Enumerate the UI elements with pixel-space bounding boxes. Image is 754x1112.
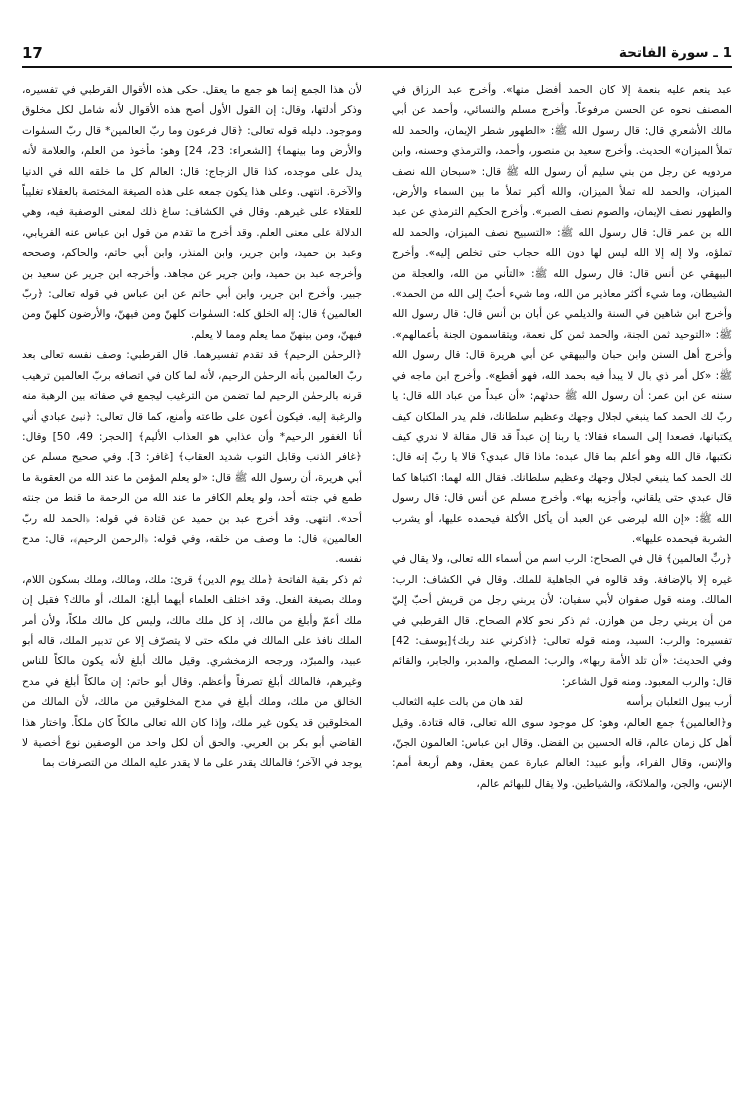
poetry-verse bbox=[392, 692, 732, 712]
left-column bbox=[22, 80, 362, 1080]
paragraph: ثم ذكر بقية الفاتحة ﴿ملك يوم الدين﴾ قرئ: ملك، ومالك، وملك بسكون اللام، وملك بصيغة الفعل. وقد اختلف العلماء أيهما أبلغ: الملك، أو مالك؟ فقيل إن ملك أعمّ وأبلغ من مالك، إذ كل ملك مالك، وليس كل مالك ملكاً، ولأن أمر الملك نافذ على المالك في ملكه حتى لا يتصرّف إلا عن تدبير الملك، قاله أبو عبيد، والمبرّد، ورجحه الزمخشري. وقيل مالك أبلغ لأنه يكون مالكاً للناس وغيرهم، فالمالك أبلغ تصرفاً وأعظم. وقال أبو حاتم: إن مالكاً أبلغ في مدح الخالق من ملك، وملك أبلغ في مدح المخلوقين من مالك، لأن المالك من المخلوقين قد يكون غير ملك، وإذا كان الله تعالى مالكاً كان ملكاً. واختار هذا القاضي أبو بكر بن العربي. والحق أن لكل واحد من الوصفين نوع أخصية لا يوجد في الآخر؛ فالمالك يقدر على ما لا يقدر عليه الملك من التصرفات بما bbox=[22, 573, 362, 770]
verse-second-hemistich: لقد هان من بالت عليه الثعالب bbox=[392, 696, 524, 709]
paragraph: عبد ينعم عليه بنعمة إلا كان الحمد أفضل منها». وأخرج عبد الرزاق في المصنف نحوه عن الحسن مرفوعاً. وأخرج مسلم والنسائي، وأحمد عن أبي مالك الأشعري قال: قال رسول الله ﷺ: «الطهور شطر الإيمان، والحمد لله تملأ الميزان» الحديث. وأخرج سعيد بن منصور، وأحمد، والترمذي وحسنه، وابن مردويه عن رجل من بني سليم أن رسول الله ﷺ قال: «سبحان الله نصف الميزان، والحمد لله تملأ الميزان، والله أكبر تملأ ما بين السماء والأرض، والطهور نصف الإيمان، والصوم نصف الصبر». وأخرج الحكيم الترمذي عن عبد الله بن عمر قال: قال رسول الله ﷺ: «التسبيح نصف الميزان، والحمد لله تملؤه، ولا إله إلا الله ليس لها دون الله حجاب حتى تخلص إليه». وأخرج البيهقي عن أنس قال: قال رسول الله ﷺ: «التأني من الله، والعجلة من الشيطان، وما شيء أكثر معاذير من الله، وما شيء أحبّ إلى الله من الحمد». وأخرج ابن شاهين في السنة والديلمي عن أبان بن أنس قال: قال رسول الله ﷺ: «التوحيد ثمن الجنة، والحمد ثمن كل نعمة، ويتقاسمون الجنة بأعمالهم». وأخرج أهل السنن وابن حبان والبيهقي عن أبي هريرة قال: قال رسول الله ﷺ: «كل أمر ذي بال لا يبدأ فيه بحمد الله، فهو أقطع». وأخرج ابن ماجه في سننه عن ابن عمر: أن رسول الله ﷺ حدثهم: «أن عبداً من عباد الله قال: يا ربّ لك الحمد كما ينبغي لجلال وجهك وعظيم سلطانك، فلم يدر الملكان كيف يكتبانها، فصعدا إلى السماء فقالا: يا ربنا إن عبداً قد قال مقالة لا ندري كيف نكتبها، قال الله وهو أعلم بما قال عبده: ماذا قال عبدي؟ قالا يا ربّ إنه قال: لك الحمد كما ينبغي لجلال وجهك وعظيم سلطانك. فقال الله لهما: اكتباها كما قال عبدي حتى يلقاني، وأجزيه بها». وأخرج مسلم عن أنس قال: قال رسول الله ﷺ: «إن الله ليرضى عن العبد أن يأكل الأكلة فيحمده عليها، أو يشرب الشربة فيحمده عليها». bbox=[392, 84, 732, 545]
verse-first-hemistich: أرب يبول الثعلبان برأسه bbox=[626, 696, 732, 709]
right-column bbox=[392, 80, 732, 1080]
paragraph: لأن هذا الجمع إنما هو جمع ما يعقل. حكى هذه الأقوال القرطبي في تفسيره، وذكر أدلتها، وقال: إن القول الأول أصح هذه الأقوال لأنه شامل لكل مخلوق وموجود. دليله قوله تعالى: ﴿قال فرعون وما ربّ العالمين* قال ربّ السمٰوات والأرض وما بينهما﴾ [الشعراء: 23، 24] وهو: مأخوذ من العلم، والعلامة لأنه يدل على موجده، كذا قال الزجاج: قال: العالم كل ما خلقه الله في الدنيا والآخرة. انتهى. وعلى هذا يكون جمعه على هذه الصيغة المختصة بالعقلاء تغليباً للعقلاء على غيرهم. وقال في الكشاف: ساغ ذلك لمعنى الوصفية فيه، وهي الدلالة على معنى العلم. وقد أخرج ما تقدم من قول ابن عباس عنه الفريابي، وعبد بن حميد، وابن جرير، وابن المنذر، وابن أبي حاتم، والحاكم، وصححه وأخرجه عبد بن حميد، وابن جرير عن مجاهد. وأخرجه ابن جرير عن سعيد بن جبير. وأخرج ابن جرير، وابن أبي حاتم عن ابن عباس في قوله تعالى: ﴿ربّ العالمين﴾ قال: إله الخلق كله: السمٰوات كلهنّ ومن فيهنّ، والأرضون كلهنّ ومن فيهنّ، ومن بينهنّ مما يعلم ومما لا يعلم. bbox=[22, 84, 362, 341]
text-columns bbox=[22, 80, 732, 1080]
paragraph: ﴿الرحمٰن الرحيم﴾ قد تقدم تفسيرهما. قال القرطبي: وصف نفسه تعالى بعد ربّ العالمين بأنه الرحمٰن الرحيم، لأنه لما كان في اتصافه بربّ العالمين ترهيب قرنه بالرحمٰن الرحيم لما تضمن من الترغيب ليجمع في صفاته بين الرهبة منه والرغبة إليه. فيكون أعون على طاعته وأمنع، كما قال تعالى: ﴿نبئ عبادي أني أنا الغفور الرحيم* وأن عذابي هو العذاب الأليم﴾ [الحجر: 49، 50] وقال: ﴿غافر الذنب وقابل التوب شديد العقاب﴾ [غافر: 3]. وفي صحيح مسلم عن أبي هريرة، أن رسول الله ﷺ قال: «لو يعلم المؤمن ما عند الله من العقوبة ما طمع في جنته أحد، ولو يعلم الكافر ما عند الله من الرحمة ما قنط من جنته أحد». انتهى. وقد أخرج عبد بن حميد عن قتادة في قوله: ﴿الحمد لله ربّ العالمين﴾ قال: ما وصف من خلقه، وفي قوله: ﴿الرحمن الرحيم﴾، قال: مدح نفسه. bbox=[22, 349, 362, 566]
page-number: 17 bbox=[22, 44, 43, 62]
page-header bbox=[22, 40, 732, 68]
paragraph: ﴿ربِّ العالمين﴾ قال في الصحاح: الرب اسم من أسماء الله تعالى، ولا يقال في غيره إلا بالإضافة. وقد قالوه في الجاهلية للملك. وقال في الكشاف: الرب: المالك. ومنه قول صفوان لأبي سفيان: لأن يربني رجل من قريش أحبّ إليّ من أن يربني رجل من هوازن. ثم ذكر نحو كلام الصحاح. قال القرطبي في تفسيره: والرب: السيد، ومنه قوله تعالى: ﴿اذكرني عند ربك﴾[يوسف: 42] وفي الحديث: «أن تلد الأمة ربها»، والرب: المصلح، والمدبر، والجابر، والقائم قال: والرب المعبود. ومنه قول الشاعر: bbox=[392, 553, 732, 688]
paragraph: و﴿العالمين﴾ جمع العالم، وهو: كل موجود سوى الله تعالى، قاله قتادة. وقيل أهل كل زمان عالم، قاله الحسين بن الفضل. وقال ابن عباس: العالمون الجنّ، والإنس، وقال الفراء، وأبو عبيد: العالم عبارة عمن يعقل، وهم أربعة أمم: الإنس، والجن، والملائكة، والشياطين. ولا يقال للبهائم عالم، bbox=[392, 716, 732, 790]
surah-title: 1 ـ سورة الفاتحة bbox=[618, 45, 732, 61]
